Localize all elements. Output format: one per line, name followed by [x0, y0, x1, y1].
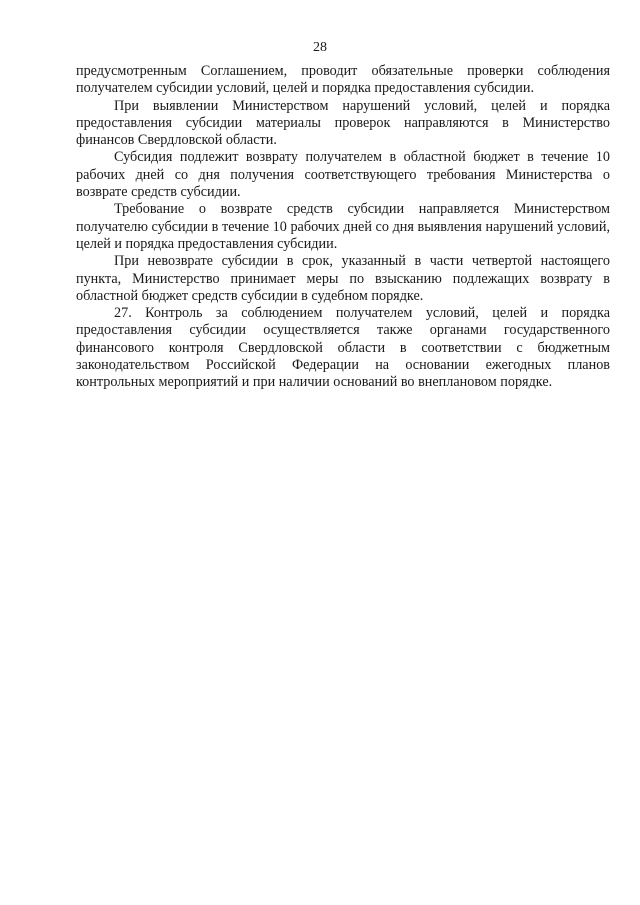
paragraph-return-demand: Требование о возврате средств субсидии направляется Министерством получателю субсидии в течение 10 рабочих дней со дня выявления нарушений условий, целей и порядка предоставления субсидии. [76, 201, 610, 252]
paragraph-item-27-control: 27. Контроль за соблюдением получателем условий, целей и порядка предоставления субсидии осуществляется также органами государственного финансового контроля Свердловской области в соответствии с бюджетным законодательством Российской Федерации на основании ежегодных планов контрольных мероприятий и при наличии оснований во внеплановом порядке. [76, 305, 610, 391]
paragraph-violations-detected: При выявлении Министерством нарушений условий, целей и порядка предоставления субсидии материалы проверок направляются в Министерство финансов Свердловской области. [76, 97, 610, 149]
paragraph-non-return: При невозврате субсидии в срок, указанный в части четвертой настоящего пункта, Министерство принимает меры по взысканию подлежащих возврату в областной бюджет средств субсидии в судебном порядке. [76, 253, 610, 304]
page-number: 28 [313, 40, 327, 55]
document-body [76, 63, 610, 392]
paragraph-continuation: предусмотренным Соглашением, проводит обязательные проверки соблюдения получателем субсидии условий, целей и порядка предоставления субсидии. [76, 63, 610, 97]
paragraph-subsidy-return: Субсидия подлежит возврату получателем в областной бюджет в течение 10 рабочих дней со дня получения соответствующего требования Министерства о возврате средств субсидии. [76, 149, 610, 201]
